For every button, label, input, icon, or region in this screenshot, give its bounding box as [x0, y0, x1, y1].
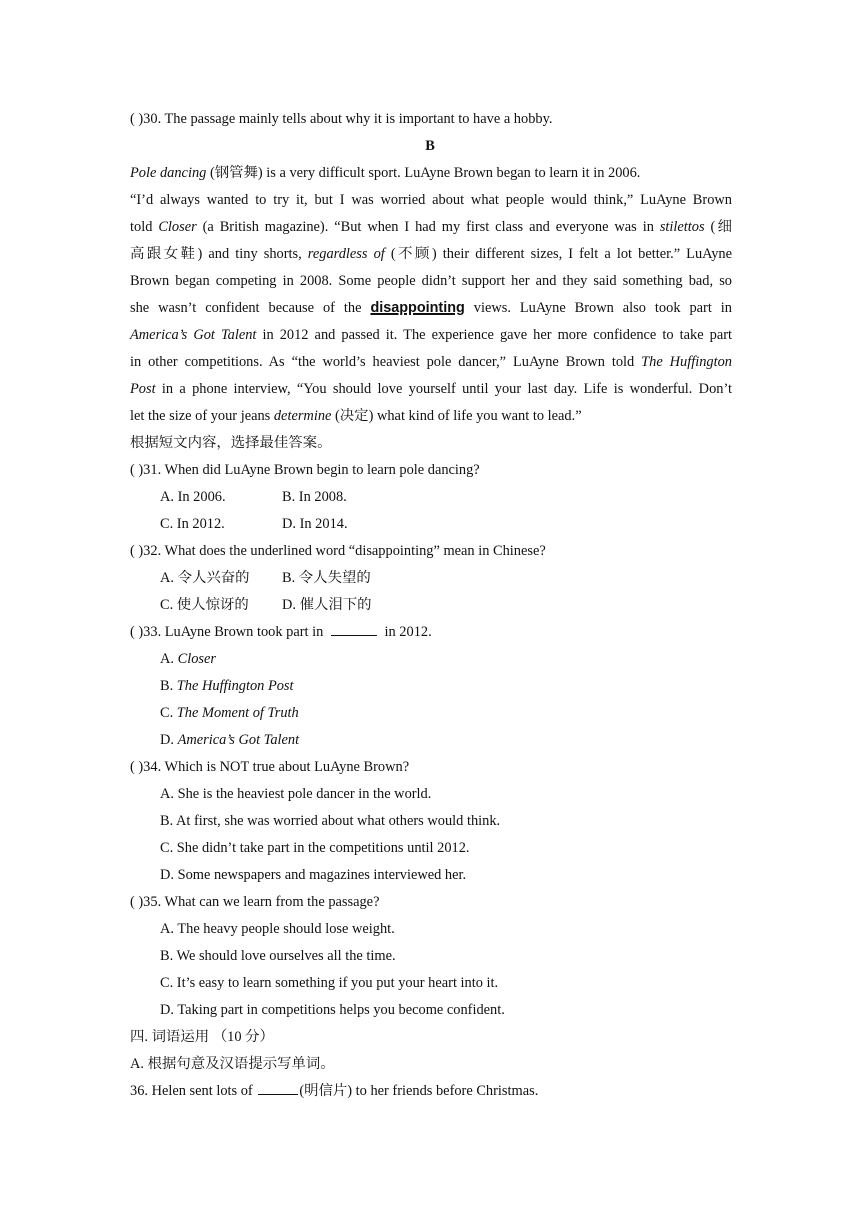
question-35-option-d: D. Taking part in competitions helps you become confident. [160, 1002, 505, 1018]
italic-term: determine [273, 408, 332, 424]
text: (钢管舞) is a very difficult sport. LuAyne Brown began to learn it in 2006. [206, 165, 641, 181]
option-d: D. 催人泪下的 [282, 597, 372, 613]
italic-term: The Huffington [641, 354, 732, 370]
text: (不顾) their different sizes, I felt a lot better.” LuAyne [384, 246, 733, 262]
option-text: The Huffington Post [176, 678, 294, 694]
question-33-option-c [160, 706, 299, 720]
option-c: C. In 2012. [160, 516, 225, 532]
question-32-options-row-2 [160, 597, 372, 613]
text: in a phone interview, “You should love yourself until your last day. Life is wonderful. Don’t [155, 381, 732, 397]
question-32-options-row-1 [160, 570, 371, 586]
passage-line-3 [130, 220, 732, 234]
passage-line-1 [130, 166, 640, 180]
text: views. LuAyne Brown also took part in [464, 300, 732, 316]
question-33-option-d [160, 733, 299, 747]
text: in other competitions. As “the world’s heaviest pole dancer,” LuAyne Brown told [130, 354, 642, 370]
option-b: B. In 2008. [282, 489, 347, 505]
italic-term: Closer [158, 219, 197, 235]
question-34-option-d: D. Some newspapers and magazines interviewed her. [160, 867, 467, 883]
passage-line-6 [130, 301, 732, 315]
question-31-options-row-1 [160, 489, 347, 505]
text: in 2012 and passed it. The experience gave her more confidence to take part [256, 327, 732, 343]
passage-line-8 [130, 355, 732, 369]
question-31-stem: ( )31. When did LuAyne Brown begin to learn pole dancing? [130, 462, 480, 478]
italic-term: Pole dancing [130, 165, 207, 181]
option-b: B. 令人失望的 [282, 570, 371, 586]
text: told [130, 219, 159, 235]
italic-term: stilettos [659, 219, 705, 235]
italic-term: Post [130, 381, 156, 397]
passage-line-5: Brown began competing in 2008. Some people didn’t support her and they said something bad, so [130, 273, 732, 289]
option-a: A. In 2006. [160, 489, 226, 505]
question-30: ( )30. The passage mainly tells about why it is important to have a hobby. [130, 111, 553, 127]
option-letter: A. [160, 651, 178, 667]
passage-line-4 [130, 247, 732, 261]
text: 高跟女鞋) and tiny shorts, [130, 246, 308, 262]
question-35-stem: ( )35. What can we learn from the passage? [130, 894, 380, 910]
option-text: Closer [177, 651, 216, 667]
question-35-option-b: B. We should love ourselves all the time. [160, 948, 396, 964]
question-36 [130, 1084, 538, 1098]
question-34-option-b: B. At first, she was worried about what others would think. [160, 813, 501, 829]
text: (决定) what kind of life you want to lead.” [331, 408, 582, 424]
text: she wasn’t confident because of the [130, 300, 371, 316]
option-text: America’s Got Talent [177, 732, 300, 748]
question-33-stem [130, 625, 432, 639]
underlined-word: disappointing [370, 300, 465, 316]
option-letter: B. [160, 678, 177, 694]
question-34-option-c: C. She didn’t take part in the competitions until 2012. [160, 840, 470, 856]
passage-line-9 [130, 382, 732, 396]
text: (a British magazine). “But when I had my first class and everyone was in [196, 219, 660, 235]
italic-term: America’s Got Talent [130, 327, 257, 343]
option-c: C. 使人惊讶的 [160, 597, 249, 613]
text: let the size of your jeans [130, 408, 274, 424]
text: 36. Helen sent lots of [130, 1083, 257, 1099]
instruction: 根据短文内容，选择最佳答案。 [130, 435, 332, 451]
passage-line-10 [130, 409, 582, 423]
question-35-option-c: C. It’s easy to learn something if you put your heart into it. [160, 975, 499, 991]
question-34-stem: ( )34. Which is NOT true about LuAyne Brown? [130, 759, 410, 775]
option-a: A. 令人兴奋的 [160, 570, 250, 586]
answer-blank [331, 634, 377, 636]
passage-line-2: “I’d always wanted to try it, but I was worried about what people would think,” LuAyne Brown [130, 192, 732, 208]
question-31-options-row-2 [160, 516, 348, 532]
text: ( )33. LuAyne Brown took part in [130, 624, 327, 640]
question-33-option-a [160, 652, 216, 666]
text: in 2012. [380, 624, 432, 640]
italic-term: regardless of [307, 246, 385, 262]
option-letter: D. [160, 732, 178, 748]
answer-blank [258, 1093, 298, 1095]
section-4-heading: 四. 词语运用 （10 分） [130, 1029, 274, 1045]
question-32-stem: ( )32. What does the underlined word “disappointing” mean in Chinese? [130, 543, 546, 559]
option-letter: C. [160, 705, 177, 721]
text: (细 [704, 219, 733, 235]
option-d: D. In 2014. [282, 516, 348, 532]
text: (明信片) to her friends before Christmas. [299, 1083, 539, 1099]
passage-line-7 [130, 328, 732, 342]
question-35-option-a: A. The heavy people should lose weight. [160, 921, 395, 937]
question-34-option-a: A. She is the heaviest pole dancer in the world. [160, 786, 432, 802]
section-b-heading: B [425, 138, 435, 154]
section-4a-instruction: A. 根据句意及汉语提示写单词。 [130, 1056, 335, 1072]
option-text: The Moment of Truth [176, 705, 299, 721]
question-33-option-b [160, 679, 294, 693]
